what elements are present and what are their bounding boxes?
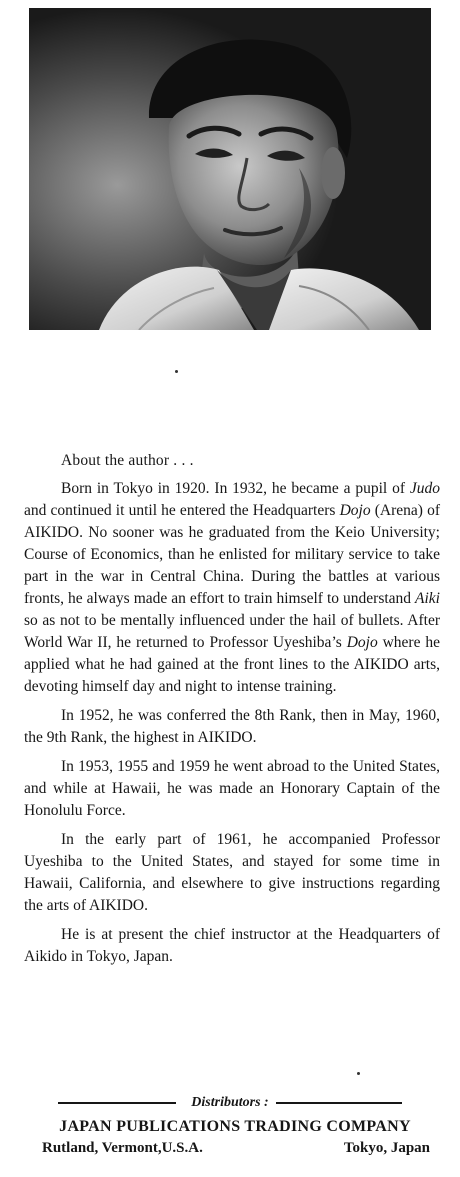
about-author-paragraph (24, 705, 440, 749)
text-run: He is at present the chief instructor at the Headquarters of Aikido in Tokyo, Japan. (24, 926, 440, 965)
about-author-section (24, 450, 440, 968)
text-run: (Arena) of AIKIDO. No sooner was he graduated from the Keio University; Course of Economics, than he enlisted for military service to take part in the war in Central China. During the battles at various fronts, he always made an effort to train himself to understand (24, 502, 440, 607)
italic-term: Dojo (346, 634, 378, 651)
distributors-divider (58, 1094, 402, 1112)
author-photo (29, 8, 431, 330)
text-run: In 1953, 1955 and 1959 he went abroad to the United States, and while at Hawaii, he was made an Honorary Captain of the Honolulu Force. (24, 758, 440, 819)
location-japan: Tokyo, Japan (343, 1140, 430, 1156)
about-author-heading: About the author . . . (61, 452, 194, 469)
italic-term: Dojo (339, 502, 371, 519)
author-portrait-graphic (29, 8, 431, 330)
text-run: so as not to be mentally influenced under the hail of bullets. After World War II, he returned to Professor Uyeshiba’s (24, 612, 440, 651)
text-run: In the early part of 1961, he accompanied Professor Uyeshiba to the United States, and stayed for some time in Hawaii, California, and elsewhere to give instructions regarding the arts of AIKIDO. (24, 831, 440, 914)
about-author-paragraph (24, 829, 440, 917)
location-usa: Rutland, Vermont,U.S.A. (42, 1140, 203, 1156)
about-author-body (24, 478, 440, 968)
distributors-label: Distributors : (191, 1095, 269, 1110)
text-run: and continued it until he entered the Headquarters (24, 502, 340, 519)
about-author-paragraph (24, 478, 440, 698)
divider-rule-right (276, 1102, 402, 1104)
text-run: Born in Tokyo in 1920. In 1932, he became a pupil of (61, 480, 410, 497)
about-author-paragraph (24, 924, 440, 968)
publisher-name: JAPAN PUBLICATIONS TRADING COMPANY (59, 1118, 411, 1135)
about-author-paragraph (24, 756, 440, 822)
print-speck (175, 370, 178, 373)
print-speck (357, 1072, 360, 1075)
text-run: where he applied what he had gained at the front lines to the AIKIDO arts, devoting himself day and night to intense training. (24, 634, 440, 695)
text-run: In 1952, he was conferred the 8th Rank, then in May, 1960, the 9th Rank, the highest in AIKIDO. (24, 707, 440, 746)
italic-term: Aiki (415, 590, 440, 607)
italic-term: Judo (409, 480, 440, 497)
